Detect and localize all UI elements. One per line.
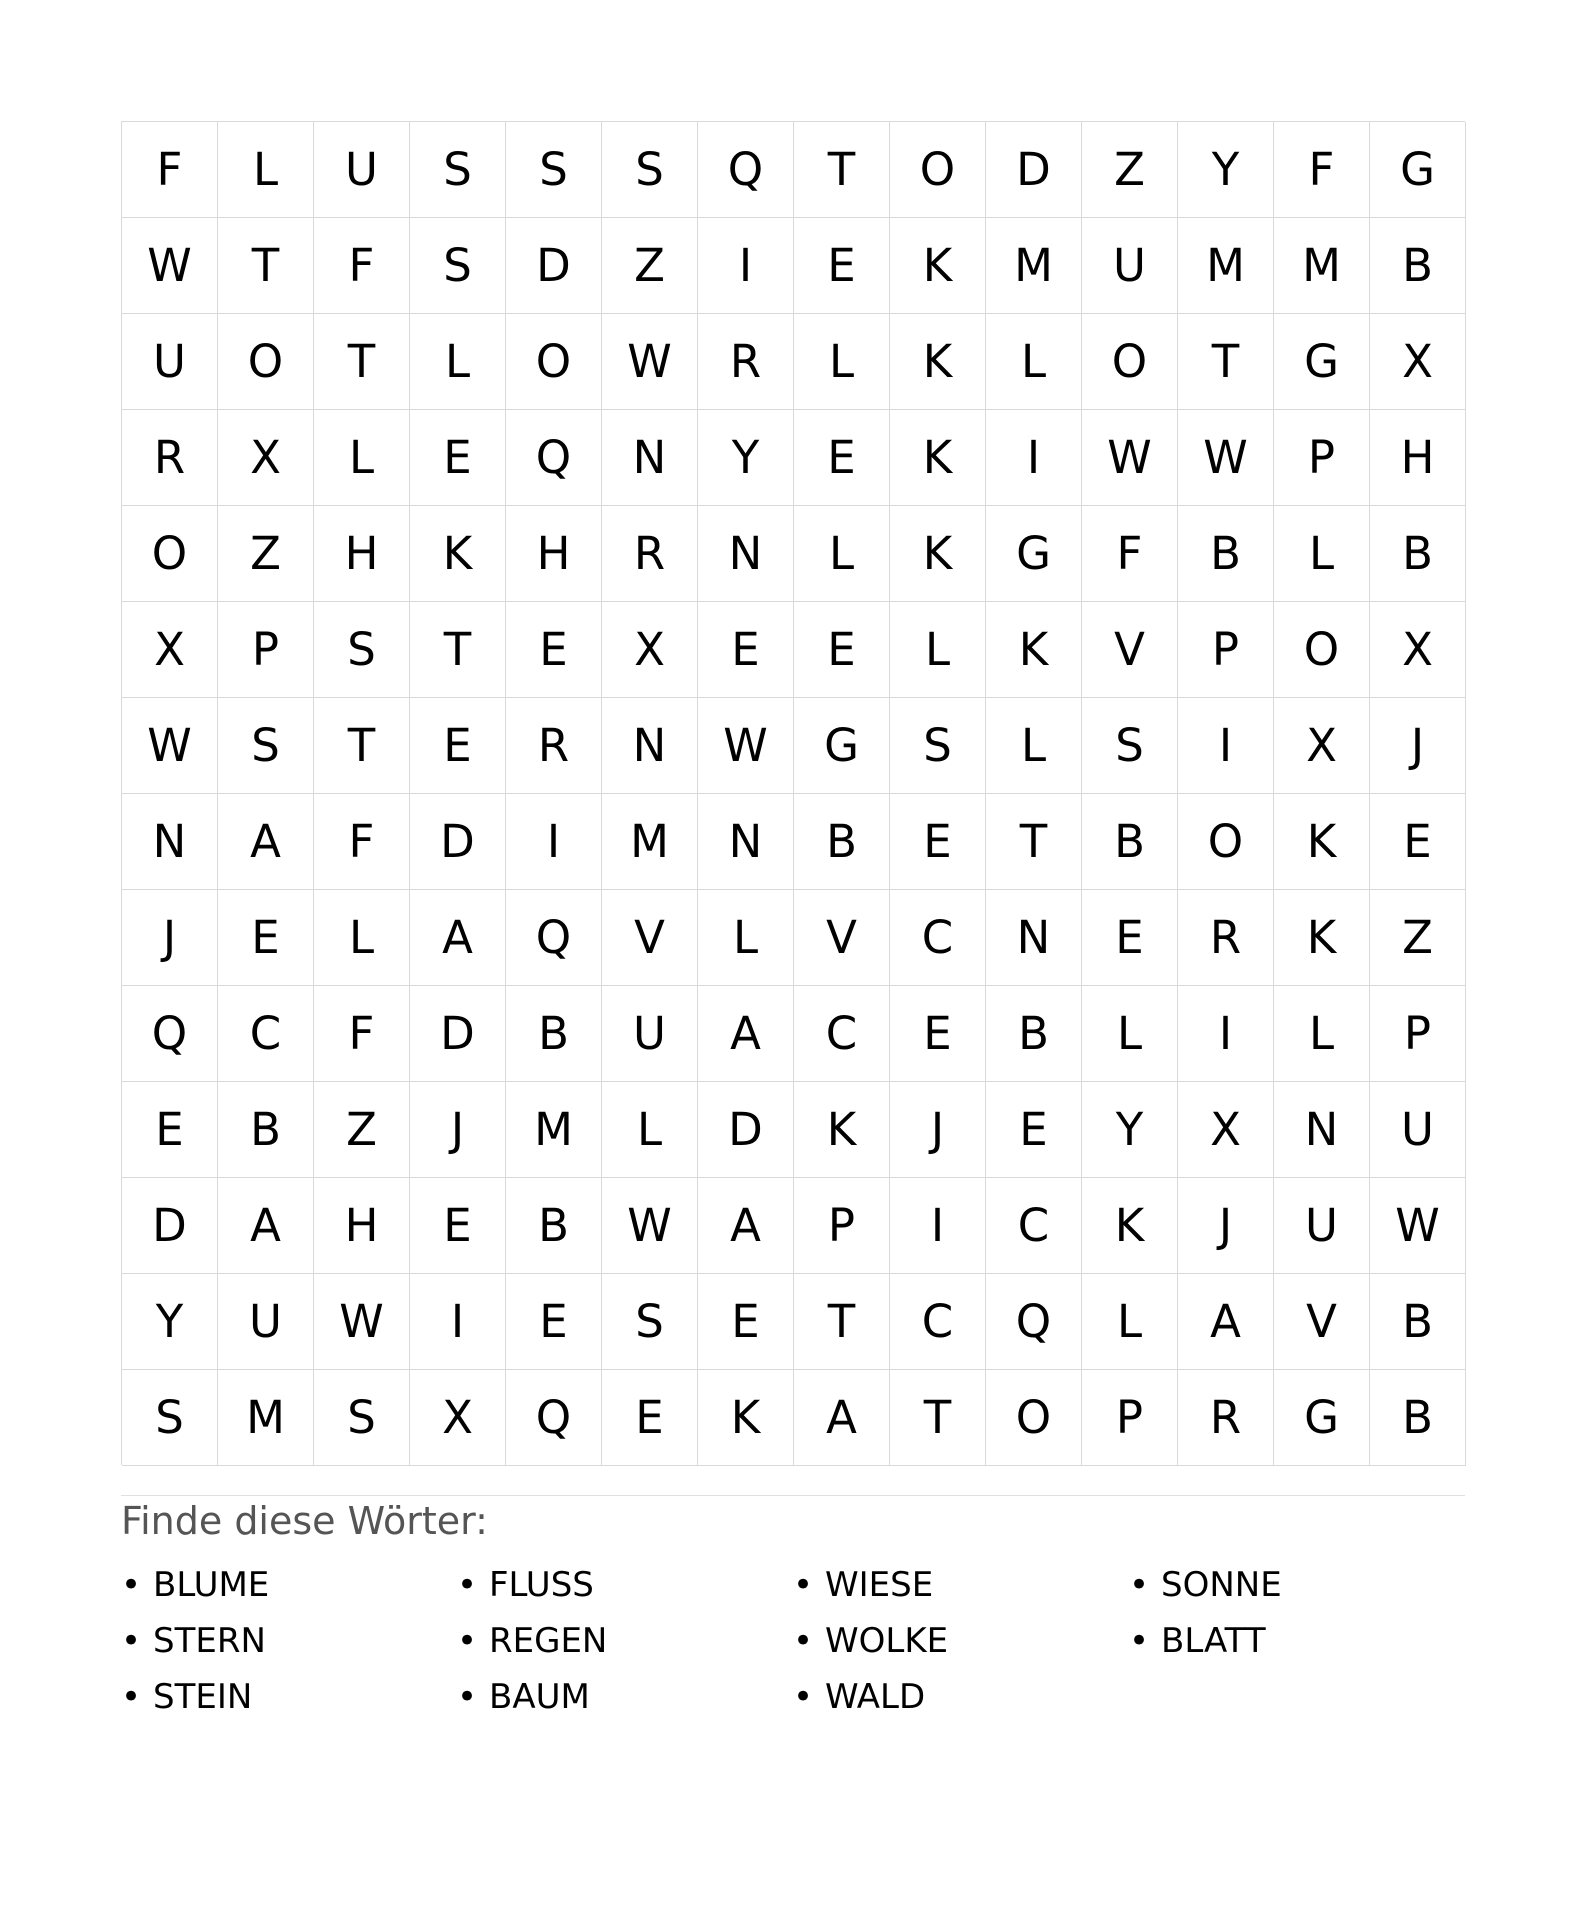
grid-cell[interactable]: B	[1370, 1274, 1466, 1370]
grid-cell[interactable]: E	[506, 1274, 602, 1370]
grid-cell[interactable]: N	[602, 410, 698, 506]
grid-cell[interactable]: E	[602, 1370, 698, 1466]
grid-cell[interactable]: S	[122, 1370, 218, 1466]
word-label: WIESE	[825, 1565, 934, 1605]
grid-cell[interactable]: J	[122, 890, 218, 986]
grid-cell[interactable]: N	[602, 698, 698, 794]
grid-cell[interactable]: S	[602, 1274, 698, 1370]
word-label: REGEN	[489, 1621, 608, 1661]
word-label: STERN	[153, 1621, 266, 1661]
grid-cell[interactable]: L	[986, 314, 1082, 410]
grid-cell[interactable]: X	[122, 602, 218, 698]
grid-cell[interactable]: E	[506, 602, 602, 698]
grid-cell[interactable]: K	[890, 314, 986, 410]
grid-cell[interactable]: T	[890, 1370, 986, 1466]
grid-cell[interactable]: T	[410, 602, 506, 698]
grid-cell[interactable]: U	[122, 314, 218, 410]
grid-cell[interactable]: P	[1082, 1370, 1178, 1466]
grid-cell[interactable]: E	[986, 1082, 1082, 1178]
grid-cell[interactable]: M	[506, 1082, 602, 1178]
grid-cell[interactable]: B	[1370, 506, 1466, 602]
grid-cell[interactable]: O	[506, 314, 602, 410]
grid-cell[interactable]: I	[410, 1274, 506, 1370]
grid-cell[interactable]: K	[1082, 1178, 1178, 1274]
grid-cell[interactable]: S	[410, 218, 506, 314]
grid-cell[interactable]: L	[698, 890, 794, 986]
grid-cell[interactable]: F	[1082, 506, 1178, 602]
grid-cell[interactable]: Z	[1370, 890, 1466, 986]
bullet: •	[121, 1621, 142, 1661]
grid-cell[interactable]: J	[1370, 698, 1466, 794]
grid-cell[interactable]: R	[1178, 1370, 1274, 1466]
grid-cell[interactable]: G	[1370, 122, 1466, 218]
grid-cell[interactable]: C	[890, 1274, 986, 1370]
grid-cell[interactable]: L	[794, 314, 890, 410]
grid-cell[interactable]: V	[1274, 1274, 1370, 1370]
grid-cell[interactable]: T	[794, 122, 890, 218]
grid-cell[interactable]: L	[1274, 986, 1370, 1082]
word-label: BAUM	[489, 1677, 590, 1717]
grid-cell[interactable]: B	[218, 1082, 314, 1178]
grid-cell[interactable]: V	[794, 890, 890, 986]
grid-cell[interactable]: Y	[698, 410, 794, 506]
grid-cell[interactable]: E	[1082, 890, 1178, 986]
grid-cell[interactable]: F	[314, 986, 410, 1082]
grid-cell[interactable]: N	[698, 506, 794, 602]
grid-cell[interactable]: R	[602, 506, 698, 602]
grid-cell[interactable]: L	[1082, 1274, 1178, 1370]
divider	[121, 1495, 1465, 1496]
grid-cell[interactable]: K	[410, 506, 506, 602]
grid-cell[interactable]: T	[986, 794, 1082, 890]
grid-cell[interactable]: D	[410, 794, 506, 890]
grid-cell[interactable]: Z	[602, 218, 698, 314]
grid-cell[interactable]: E	[698, 602, 794, 698]
grid-cell[interactable]: S	[314, 1370, 410, 1466]
grid-cell[interactable]: I	[506, 794, 602, 890]
grid-cell[interactable]: R	[698, 314, 794, 410]
grid-cell[interactable]: Q	[698, 122, 794, 218]
grid-cell[interactable]: L	[1082, 986, 1178, 1082]
grid-cell[interactable]: Y	[122, 1274, 218, 1370]
grid-cell[interactable]: K	[890, 218, 986, 314]
grid-cell[interactable]: Z	[218, 506, 314, 602]
grid-cell[interactable]: F	[314, 218, 410, 314]
bullet: •	[793, 1677, 814, 1717]
grid-cell[interactable]: M	[602, 794, 698, 890]
grid-cell[interactable]: W	[122, 698, 218, 794]
grid-cell[interactable]: E	[890, 986, 986, 1082]
grid-cell[interactable]: U	[1082, 218, 1178, 314]
grid-cell[interactable]: O	[986, 1370, 1082, 1466]
grid-cell[interactable]: N	[1274, 1082, 1370, 1178]
grid-cell[interactable]: E	[218, 890, 314, 986]
grid-cell[interactable]: L	[602, 1082, 698, 1178]
grid-cell[interactable]: X	[1370, 314, 1466, 410]
grid-cell[interactable]: L	[218, 122, 314, 218]
grid-cell[interactable]: F	[1274, 122, 1370, 218]
grid-cell[interactable]: A	[218, 1178, 314, 1274]
grid-cell[interactable]: G	[1274, 1370, 1370, 1466]
grid-cell[interactable]: F	[122, 122, 218, 218]
grid-cell[interactable]: I	[698, 218, 794, 314]
grid-cell[interactable]: Q	[506, 890, 602, 986]
word-label: BLUME	[153, 1565, 270, 1605]
grid-cell[interactable]: Q	[986, 1274, 1082, 1370]
grid-cell[interactable]: U	[314, 122, 410, 218]
word-list-item	[793, 1669, 1129, 1725]
grid-cell[interactable]: B	[794, 794, 890, 890]
grid-cell[interactable]: M	[1178, 218, 1274, 314]
grid-cell[interactable]: I	[1178, 698, 1274, 794]
grid-cell[interactable]: E	[794, 410, 890, 506]
grid-cell[interactable]: W	[1370, 1178, 1466, 1274]
bullet: •	[793, 1565, 814, 1605]
grid-cell[interactable]: X	[410, 1370, 506, 1466]
word-list-item	[121, 1557, 457, 1613]
grid-cell[interactable]: R	[506, 698, 602, 794]
grid-cell[interactable]: O	[890, 122, 986, 218]
grid-cell[interactable]: W	[1082, 410, 1178, 506]
grid-cell[interactable]: E	[698, 1274, 794, 1370]
grid-cell[interactable]: S	[314, 602, 410, 698]
grid-cell[interactable]: J	[410, 1082, 506, 1178]
grid-cell[interactable]: A	[794, 1370, 890, 1466]
grid-cell[interactable]: A	[218, 794, 314, 890]
grid-cell[interactable]: K	[1274, 794, 1370, 890]
grid-cell[interactable]: V	[602, 890, 698, 986]
grid-cell[interactable]: G	[1274, 314, 1370, 410]
bullet: •	[1129, 1621, 1150, 1661]
grid-cell[interactable]: H	[1370, 410, 1466, 506]
grid-cell[interactable]: W	[314, 1274, 410, 1370]
word-list-item	[1129, 1613, 1465, 1669]
grid-cell[interactable]: L	[890, 602, 986, 698]
grid-cell[interactable]: B	[986, 986, 1082, 1082]
grid-cell[interactable]: W	[122, 218, 218, 314]
word-label: SONNE	[1161, 1565, 1282, 1605]
grid-cell[interactable]: K	[794, 1082, 890, 1178]
grid-cell[interactable]: K	[986, 602, 1082, 698]
grid-cell[interactable]: L	[314, 410, 410, 506]
grid-cell[interactable]: M	[218, 1370, 314, 1466]
grid-cell[interactable]: Q	[122, 986, 218, 1082]
grid-cell[interactable]: S	[410, 122, 506, 218]
grid-cell[interactable]: R	[1178, 890, 1274, 986]
grid-cell[interactable]: W	[602, 1178, 698, 1274]
grid-cell[interactable]: B	[1370, 1370, 1466, 1466]
grid-cell[interactable]: L	[1274, 506, 1370, 602]
grid-cell[interactable]: D	[410, 986, 506, 1082]
grid-cell[interactable]: D	[698, 1082, 794, 1178]
grid-cell[interactable]: I	[1178, 986, 1274, 1082]
grid-cell[interactable]: A	[698, 1178, 794, 1274]
word-list-item	[457, 1557, 793, 1613]
grid-cell[interactable]: O	[218, 314, 314, 410]
grid-cell[interactable]: L	[314, 890, 410, 986]
word-list	[121, 1557, 1465, 1725]
grid-cell[interactable]: S	[890, 698, 986, 794]
bullet: •	[457, 1621, 478, 1661]
grid-cell[interactable]: C	[986, 1178, 1082, 1274]
grid-cell[interactable]: B	[506, 986, 602, 1082]
grid-cell[interactable]: S	[602, 122, 698, 218]
grid-cell[interactable]: L	[410, 314, 506, 410]
grid-cell[interactable]: N	[122, 794, 218, 890]
bullet: •	[121, 1677, 142, 1717]
grid-cell[interactable]: P	[1370, 986, 1466, 1082]
grid-cell[interactable]: E	[794, 218, 890, 314]
grid-cell[interactable]: C	[794, 986, 890, 1082]
word-list-item	[457, 1613, 793, 1669]
grid-cell[interactable]: U	[218, 1274, 314, 1370]
grid-cell[interactable]: U	[1370, 1082, 1466, 1178]
grid-cell[interactable]: O	[1274, 602, 1370, 698]
grid-cell[interactable]: H	[314, 1178, 410, 1274]
grid-cell[interactable]: P	[1274, 410, 1370, 506]
grid-cell[interactable]: C	[218, 986, 314, 1082]
grid-cell[interactable]: P	[218, 602, 314, 698]
grid-cell[interactable]: K	[890, 410, 986, 506]
grid-cell[interactable]: L	[986, 698, 1082, 794]
grid-cell[interactable]: L	[794, 506, 890, 602]
grid-cell[interactable]: A	[698, 986, 794, 1082]
grid-cell[interactable]: G	[794, 698, 890, 794]
grid-cell[interactable]: X	[218, 410, 314, 506]
grid-cell[interactable]: S	[506, 122, 602, 218]
grid-cell[interactable]: J	[890, 1082, 986, 1178]
word-list-item	[121, 1613, 457, 1669]
grid-cell[interactable]: Y	[1178, 122, 1274, 218]
word-label: BLATT	[1161, 1621, 1266, 1661]
word-list-item	[457, 1669, 793, 1725]
grid-cell[interactable]: T	[794, 1274, 890, 1370]
grid-cell[interactable]: T	[218, 218, 314, 314]
grid-cell[interactable]: I	[890, 1178, 986, 1274]
grid-cell[interactable]: X	[1178, 1082, 1274, 1178]
grid-cell[interactable]: X	[602, 602, 698, 698]
grid-cell[interactable]: O	[1082, 314, 1178, 410]
grid-cell[interactable]: P	[794, 1178, 890, 1274]
grid-cell[interactable]: E	[122, 1082, 218, 1178]
grid-cell[interactable]: N	[698, 794, 794, 890]
word-list-item	[793, 1613, 1129, 1669]
grid-cell[interactable]: T	[1178, 314, 1274, 410]
grid-cell[interactable]: S	[1082, 698, 1178, 794]
grid-cell[interactable]: G	[986, 506, 1082, 602]
grid-cell[interactable]: E	[890, 794, 986, 890]
grid-cell[interactable]: T	[314, 314, 410, 410]
grid-cell[interactable]: V	[1082, 602, 1178, 698]
grid-cell[interactable]: D	[506, 218, 602, 314]
grid-cell[interactable]: U	[602, 986, 698, 1082]
grid-cell[interactable]: E	[410, 1178, 506, 1274]
grid-cell[interactable]: X	[1370, 602, 1466, 698]
grid-cell[interactable]: Z	[1082, 122, 1178, 218]
grid-cell[interactable]: B	[1178, 506, 1274, 602]
grid-cell[interactable]: Y	[1082, 1082, 1178, 1178]
word-list-heading: Finde diese Wörter:	[121, 1499, 488, 1543]
grid-cell[interactable]: W	[602, 314, 698, 410]
grid-cell[interactable]: O	[122, 506, 218, 602]
grid-cell[interactable]: J	[1178, 1178, 1274, 1274]
grid-cell[interactable]: K	[1274, 890, 1370, 986]
word-list-item	[793, 1557, 1129, 1613]
grid-cell[interactable]: E	[410, 698, 506, 794]
grid-cell[interactable]: I	[986, 410, 1082, 506]
grid-cell[interactable]: Q	[506, 410, 602, 506]
grid-cell[interactable]: K	[890, 506, 986, 602]
grid-cell[interactable]: W	[698, 698, 794, 794]
grid-cell[interactable]: F	[314, 794, 410, 890]
grid-cell[interactable]: B	[506, 1178, 602, 1274]
bullet: •	[457, 1677, 478, 1717]
grid-cell[interactable]: W	[1178, 410, 1274, 506]
grid-cell[interactable]: H	[506, 506, 602, 602]
word-list-item	[1129, 1557, 1465, 1613]
grid-cell[interactable]: E	[410, 410, 506, 506]
grid-cell[interactable]: Q	[506, 1370, 602, 1466]
grid-cell[interactable]: M	[986, 218, 1082, 314]
grid-cell[interactable]: N	[986, 890, 1082, 986]
letter-grid	[121, 121, 1465, 1465]
grid-cell[interactable]: B	[1370, 218, 1466, 314]
grid-cell[interactable]: E	[1370, 794, 1466, 890]
grid-cell[interactable]: H	[314, 506, 410, 602]
word-label: WOLKE	[825, 1621, 949, 1661]
grid-cell[interactable]: R	[122, 410, 218, 506]
grid-cell[interactable]: C	[890, 890, 986, 986]
grid-cell[interactable]: U	[1274, 1178, 1370, 1274]
grid-cell[interactable]: P	[1178, 602, 1274, 698]
grid-cell[interactable]: A	[1178, 1274, 1274, 1370]
grid-cell[interactable]: X	[1274, 698, 1370, 794]
word-list-item	[121, 1669, 457, 1725]
grid-cell[interactable]: T	[314, 698, 410, 794]
grid-cell[interactable]: D	[986, 122, 1082, 218]
grid-cell[interactable]: K	[698, 1370, 794, 1466]
bullet: •	[457, 1565, 478, 1605]
bullet: •	[793, 1621, 814, 1661]
word-label: WALD	[825, 1677, 926, 1717]
bullet: •	[1129, 1565, 1150, 1605]
word-label: STEIN	[153, 1677, 253, 1717]
grid-cell[interactable]: A	[410, 890, 506, 986]
grid-cell[interactable]: B	[1082, 794, 1178, 890]
grid-cell[interactable]: D	[122, 1178, 218, 1274]
bullet: •	[121, 1565, 142, 1605]
grid-cell[interactable]: M	[1274, 218, 1370, 314]
word-label: FLUSS	[489, 1565, 594, 1605]
grid-cell[interactable]: E	[794, 602, 890, 698]
grid-cell[interactable]: O	[1178, 794, 1274, 890]
grid-cell[interactable]: S	[218, 698, 314, 794]
grid-cell[interactable]: Z	[314, 1082, 410, 1178]
